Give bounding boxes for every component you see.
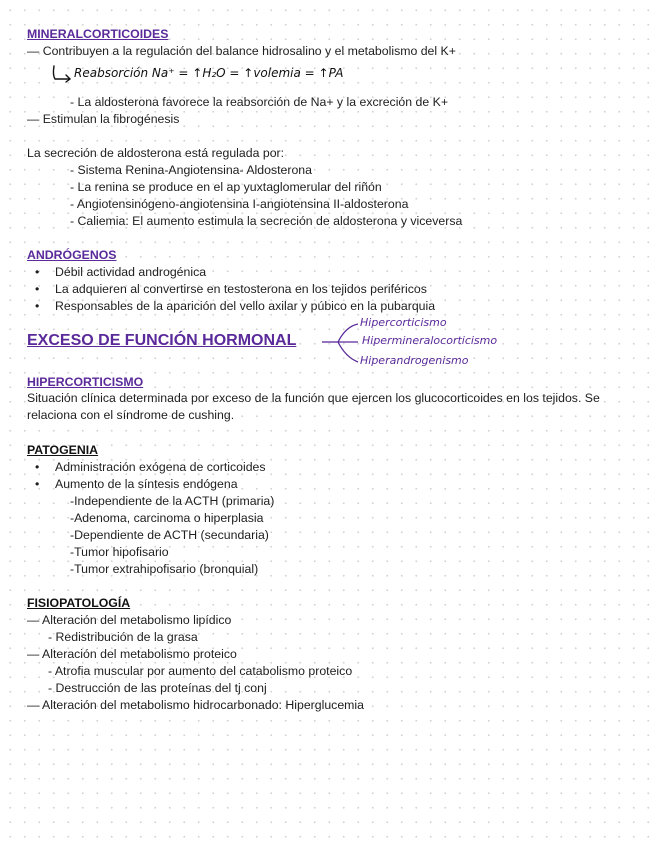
- text-line: — Alteración del metabolismo lipídico: [27, 613, 232, 627]
- sub-item: -Independiente de la ACTH (primaria): [70, 494, 275, 508]
- sub-item: -Dependiente de ACTH (secundaria): [70, 528, 269, 542]
- list-item: - Caliemia: El aumento estimula la secreción de aldosterona y viceversa: [70, 214, 463, 228]
- section-title-exceso: EXCESO DE FUNCIÓN HORMONAL: [27, 332, 297, 349]
- list-item: - La renina se produce en el ap yuxtaglomerular del riñón: [70, 180, 382, 194]
- bullet-icon: •: [35, 299, 40, 313]
- handwritten-note: Reabsorción Na⁺ = ↑H₂O = ↑volemia = ↑PA: [74, 66, 344, 80]
- section-title-fisiopatologia: FISIOPATOLOGÍA: [27, 596, 131, 610]
- text-line: — Estimulan la fibrogénesis: [27, 112, 180, 126]
- list-item: Responsables de la aparición del vello axilar y púbico en la pubarquia: [55, 299, 436, 313]
- bullet-icon: •: [35, 460, 40, 474]
- text-line: — Alteración del metabolismo hidrocarbonado: Hiperglucemia: [27, 698, 364, 712]
- section-title-androgenos: ANDRÓGENOS: [27, 248, 117, 262]
- list-item: La adquieren al convertirse en testosterona en los tejidos periféricos: [55, 282, 427, 296]
- handwritten-branch-brace-icon: [322, 318, 362, 368]
- text-line: La secreción de aldosterona está regulada por:: [27, 146, 285, 160]
- sub-item: - Destrucción de las proteínas del tj conj: [48, 681, 267, 695]
- section-title-mineralcorticoides: MINERALCORTICOIDES: [27, 27, 169, 41]
- list-item: - Sistema Renina-Angiotensina- Aldosterona: [70, 163, 312, 177]
- handwritten-branch-label: Hipercorticismo: [360, 316, 447, 329]
- sub-item: - Redistribución de la grasa: [48, 630, 198, 644]
- list-item: Aumento de la síntesis endógena: [55, 477, 238, 491]
- list-item: Débil actividad androgénica: [55, 265, 207, 279]
- list-item: - Angiotensinógeno-angiotensina I-angiotensina II-aldosterona: [70, 197, 409, 211]
- definition-paragraph: Situación clínica determinada por exceso de la función que ejercen los glucocorticoides en los tejidos. Se relaciona con el síndrome de cushing.: [27, 391, 600, 422]
- list-item: Administración exógena de corticoides: [55, 460, 266, 474]
- text-line: - La aldosterona favorece la reabsorción de Na+ y la excreción de K+: [70, 95, 449, 109]
- bullet-icon: •: [35, 477, 40, 491]
- text-line: — Alteración del metabolismo proteico: [27, 647, 237, 661]
- handwritten-branch-label: Hipermineralocorticismo: [362, 334, 498, 347]
- bullet-icon: •: [35, 265, 40, 279]
- bullet-icon: •: [35, 282, 40, 296]
- sub-item: -Tumor extrahipofisario (bronquial): [70, 562, 259, 576]
- sub-item: - Atrofia muscular por aumento del catabolismo proteico: [48, 664, 353, 678]
- handwritten-arrow-icon: [50, 64, 74, 84]
- handwritten-branch-label: Hiperandrogenismo: [360, 354, 469, 367]
- sub-item: -Adenoma, carcinoma o hiperplasia: [70, 511, 264, 525]
- section-title-hipercorticismo: HIPERCORTICISMO: [27, 375, 144, 389]
- text-line: — Contribuyen a la regulación del balance hidrosalino y el metabolismo del K+: [27, 44, 456, 58]
- section-title-patogenia: PATOGENIA: [27, 443, 99, 457]
- sub-item: -Tumor hipofisario: [70, 545, 169, 559]
